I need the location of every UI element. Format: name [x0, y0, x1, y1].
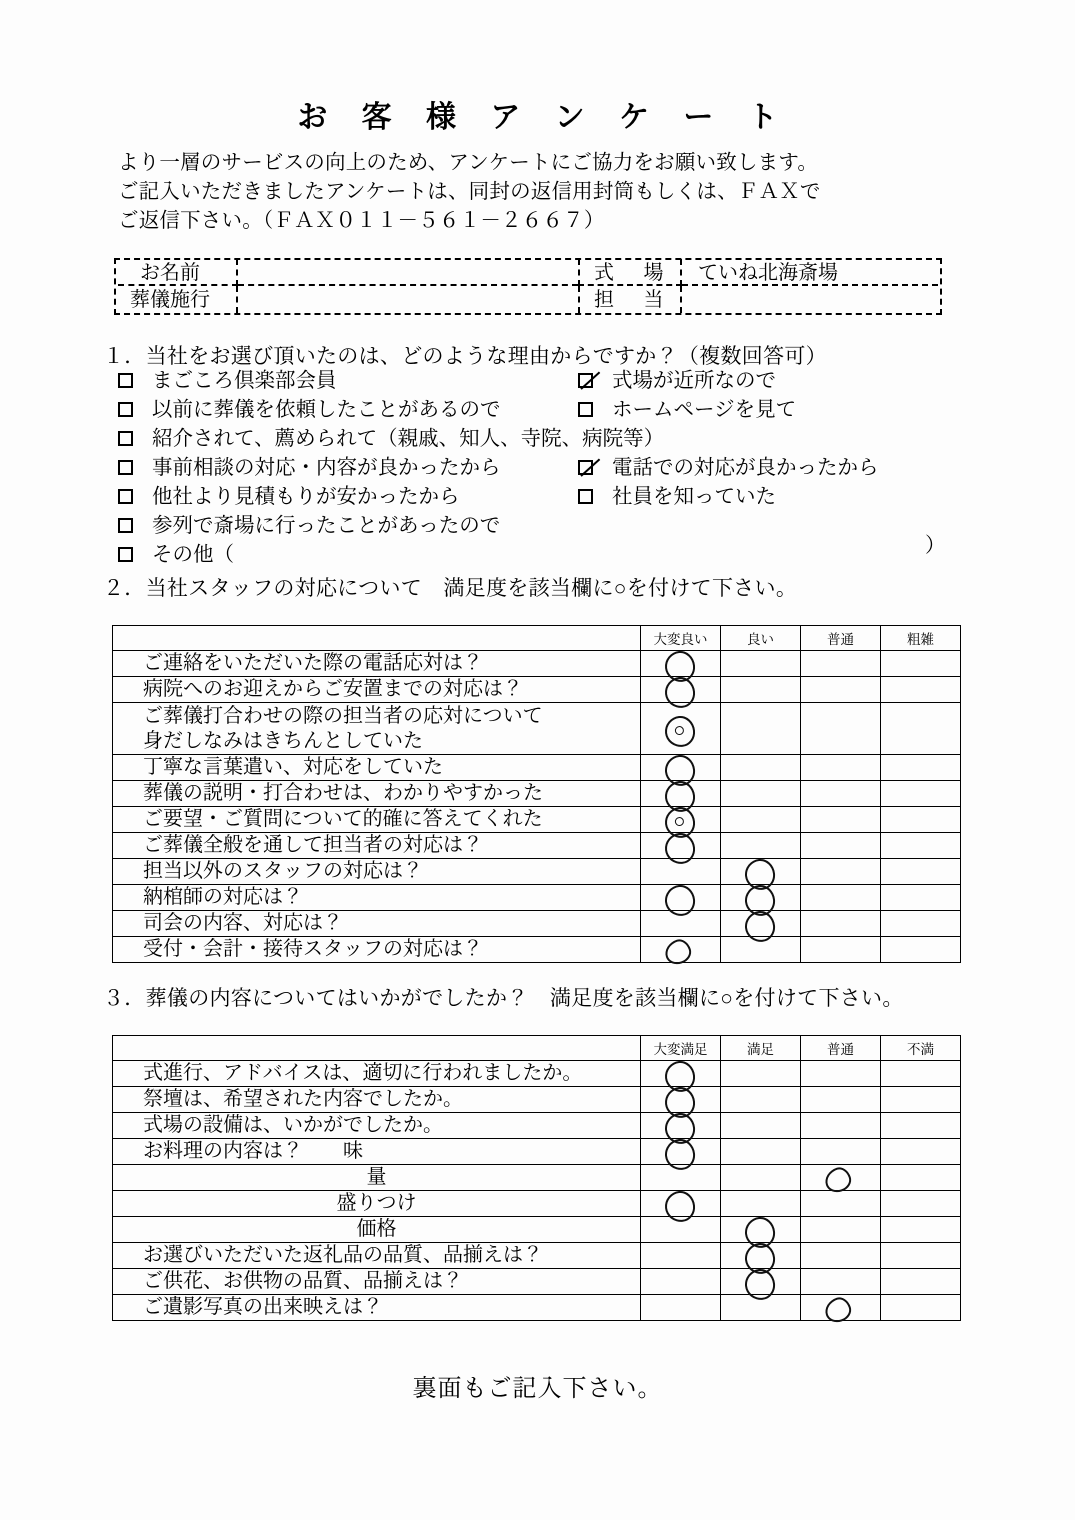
staff-rating-row-label: 丁寧な言葉遣い、対応をしていた: [113, 755, 641, 781]
table-row: [113, 755, 961, 781]
table-row: [113, 833, 961, 859]
service-rating-rating-cell[interactable]: [801, 1139, 881, 1165]
service-rating-rating-cell[interactable]: [881, 1061, 961, 1087]
execution-label: 葬儀施行: [118, 286, 238, 313]
table-row: [113, 651, 961, 677]
table-row: [113, 859, 961, 885]
staff-rating-rating-cell[interactable]: [641, 911, 721, 937]
service-rating-rating-cell[interactable]: [721, 1191, 801, 1217]
q1-option-label: 参列で斎場に行ったことがあったので: [152, 514, 501, 537]
service-rating-row-label: 式場の設備は、いかがでしたか。: [113, 1113, 641, 1139]
q1-option-label: 式場が近所なので: [612, 369, 776, 392]
staff-rating-rating-cell[interactable]: [641, 677, 721, 703]
intro-line-1: より一層のサービスの向上のため、アンケートにご協力をお願い致します。: [118, 151, 819, 174]
service-rating-row-label: ご遺影写真の出来映えは？: [113, 1295, 641, 1321]
service-rating-header-blank: [113, 1036, 641, 1061]
service-rating-table: [112, 1035, 961, 1321]
staff-rating-rating-cell[interactable]: [721, 807, 801, 833]
q1-option-left-3[interactable]: [118, 426, 664, 455]
staff-rating-rating-cell[interactable]: [641, 651, 721, 677]
staff-rating-rating-cell[interactable]: [801, 703, 881, 755]
service-rating-row-label: お料理の内容は？ 味: [113, 1139, 641, 1165]
q1-option-label: 電話での対応が良かったから: [612, 456, 879, 479]
checkbox-icon[interactable]: [118, 460, 133, 475]
staff-rating-rating-cell[interactable]: [881, 859, 961, 885]
service-rating-rating-cell[interactable]: [641, 1061, 721, 1087]
staff-rating-rating-cell[interactable]: [721, 859, 801, 885]
q1-option-label: 社員を知っていた: [612, 485, 776, 508]
service-rating-rating-cell[interactable]: [881, 1165, 961, 1191]
staff-rating-column-header-2: 良い: [721, 626, 801, 651]
name-field[interactable]: [238, 259, 578, 286]
q1-option-left-6[interactable]: [118, 513, 664, 542]
staff-rating-row-label: ご葬儀全般を通して担当者の対応は？: [113, 833, 641, 859]
staff-rating-rating-cell[interactable]: [721, 651, 801, 677]
customer-info-box: [114, 258, 942, 315]
staff-rating-header-blank: [113, 626, 641, 651]
table-row: [113, 1113, 961, 1139]
service-rating-rating-cell[interactable]: [881, 1191, 961, 1217]
staff-rating-rating-cell[interactable]: [881, 703, 961, 755]
service-rating-rating-cell[interactable]: [801, 1243, 881, 1269]
service-rating-rating-cell[interactable]: [801, 1113, 881, 1139]
service-rating-column-header-1: 大変満足: [641, 1036, 721, 1061]
table-row: [113, 1139, 961, 1165]
service-rating-rating-cell[interactable]: [881, 1243, 961, 1269]
staff-rating-rating-cell[interactable]: [721, 833, 801, 859]
q1-option-right-1[interactable]: [578, 368, 776, 397]
other-close-paren: ）: [925, 534, 946, 557]
staff-rating-rating-cell[interactable]: [881, 677, 961, 703]
intro-line-2: ご記入いただきましたアンケートは、同封の返信用封筒もしくは、ＦＡＸで: [118, 180, 821, 203]
execution-field[interactable]: [238, 286, 578, 313]
staff-rating-rating-cell[interactable]: [801, 859, 881, 885]
circle-mark-icon: [661, 936, 693, 967]
staff-rating-rating-cell[interactable]: [721, 755, 801, 781]
service-rating-rating-cell[interactable]: [801, 1061, 881, 1087]
checkbox-icon[interactable]: [118, 547, 133, 562]
staff-rating-rating-cell[interactable]: [641, 703, 721, 755]
service-rating-row-label: お選びいただいた返礼品の品質、品揃えは？: [113, 1243, 641, 1269]
service-rating-rating-cell[interactable]: [721, 1269, 801, 1295]
checkbox-icon[interactable]: [118, 402, 133, 417]
staff-rating-rating-cell[interactable]: [801, 833, 881, 859]
q1-option-label: 紹介されて、薦められて（親戚、知人、寺院、病院等）: [152, 427, 665, 450]
service-rating-rating-cell[interactable]: [881, 1087, 961, 1113]
table-row: [113, 1243, 961, 1269]
staff-rating-rating-cell[interactable]: [801, 911, 881, 937]
q1-option-label: まごころ倶楽部会員: [152, 369, 337, 392]
staff-rating-rating-cell[interactable]: [881, 781, 961, 807]
service-rating-rating-cell[interactable]: [881, 1295, 961, 1321]
service-rating-rating-cell[interactable]: [721, 1165, 801, 1191]
q1-option-right-3[interactable]: [578, 455, 879, 484]
page-title: お 客 様 ア ン ケ ー ト: [297, 101, 791, 134]
service-rating-row-label: 価格: [113, 1217, 641, 1243]
staff-rating-rating-cell[interactable]: [721, 885, 801, 911]
name-label: お名前: [118, 259, 238, 286]
checkbox-icon[interactable]: [118, 518, 133, 533]
circle-mark-icon: [663, 714, 696, 748]
checkbox-icon[interactable]: [118, 489, 133, 504]
service-rating-rating-cell[interactable]: [801, 1191, 881, 1217]
service-rating-rating-cell[interactable]: [881, 1217, 961, 1243]
staff-rating-rating-cell[interactable]: [641, 755, 721, 781]
service-rating-table-body: [113, 1061, 961, 1321]
staff-rating-rating-cell[interactable]: [881, 885, 961, 911]
staff-rating-row-label: 葬儀の説明・打合わせは、わかりやすかった: [113, 781, 641, 807]
service-rating-rating-cell[interactable]: [641, 1217, 721, 1243]
table-row: [113, 807, 961, 833]
hall-label: 式 場: [578, 259, 682, 286]
service-rating-column-header-3: 普通: [801, 1036, 881, 1061]
service-rating-rating-cell[interactable]: [721, 1217, 801, 1243]
staff-rating-rating-cell[interactable]: [881, 651, 961, 677]
table-row: [113, 1269, 961, 1295]
service-rating-column-header-2: 満足: [721, 1036, 801, 1061]
checkbox-icon[interactable]: [118, 373, 133, 388]
service-rating-row-label: ご供花、お供物の品質、品揃えは？: [113, 1269, 641, 1295]
staff-rating-row-label: 納棺師の対応は？: [113, 885, 641, 911]
staff-rating-row-label: ご要望・ご質問について的確に答えてくれた: [113, 807, 641, 833]
table-row: [113, 885, 961, 911]
staff-rating-rating-cell[interactable]: [881, 911, 961, 937]
staff-rating-rating-cell[interactable]: [801, 677, 881, 703]
table-row: [113, 781, 961, 807]
staff-rating-rating-cell[interactable]: [721, 911, 801, 937]
q1-option-right-4[interactable]: [578, 484, 776, 513]
question-2-heading: ２．当社スタッフの対応について 満足度を該当欄に○を付けて下さい。: [103, 577, 798, 600]
staff-rating-rating-cell[interactable]: [801, 781, 881, 807]
service-rating-rating-cell[interactable]: [881, 1113, 961, 1139]
staff-rating-rating-cell[interactable]: [801, 885, 881, 911]
service-rating-rating-cell[interactable]: [721, 1243, 801, 1269]
staff-rating-rating-cell[interactable]: [881, 807, 961, 833]
staff-rating-table: [112, 625, 961, 963]
intro-paragraph: [118, 148, 958, 235]
staff-rating-rating-cell[interactable]: [881, 937, 961, 963]
service-rating-table-head: [113, 1036, 961, 1061]
table-row: [113, 1165, 961, 1191]
service-rating-rating-cell[interactable]: [801, 1217, 881, 1243]
staff-rating-rating-cell[interactable]: [641, 937, 721, 963]
staff-label: 担 当: [578, 286, 682, 313]
staff-rating-row-label: ご連絡をいただいた際の電話応対は？: [113, 651, 641, 677]
staff-rating-rating-cell[interactable]: [641, 833, 721, 859]
staff-rating-column-header-3: 普通: [801, 626, 881, 651]
q1-option-left-7[interactable]: [118, 542, 664, 571]
hall-field[interactable]: ていね北海斎場: [682, 259, 938, 286]
staff-rating-rating-cell[interactable]: [721, 781, 801, 807]
service-rating-rating-cell[interactable]: [641, 1295, 721, 1321]
q1-option-label: その他（: [152, 543, 234, 566]
service-rating-row-label: 量: [113, 1165, 641, 1191]
service-rating-rating-cell[interactable]: [721, 1139, 801, 1165]
service-rating-rating-cell[interactable]: [721, 1113, 801, 1139]
question-3-heading: ３．葬儀の内容についてはいかがでしたか？ 満足度を該当欄に○を付けて下さい。: [103, 987, 904, 1010]
service-rating-rating-cell[interactable]: [641, 1191, 721, 1217]
footer-note: 裏面もご記入下さい。: [412, 1375, 663, 1402]
staff-rating-rating-cell[interactable]: [641, 781, 721, 807]
question-1-heading: １．当社をお選び頂いたのは、どのような理由からですか？（複数回答可）: [103, 345, 827, 368]
service-rating-rating-cell[interactable]: [721, 1087, 801, 1113]
service-rating-row-label: 祭壇は、希望された内容でしたか。: [113, 1087, 641, 1113]
table-row: [113, 911, 961, 937]
staff-rating-table-body: [113, 651, 961, 963]
staff-rating-rating-cell[interactable]: [881, 833, 961, 859]
service-rating-row-label: 式進行、アドバイスは、適切に行われましたか。: [113, 1061, 641, 1087]
service-rating-rating-cell[interactable]: [801, 1295, 881, 1321]
staff-rating-rating-cell[interactable]: [881, 755, 961, 781]
service-rating-rating-cell[interactable]: [641, 1139, 721, 1165]
staff-field[interactable]: [682, 286, 938, 313]
table-row: [113, 1191, 961, 1217]
service-rating-rating-cell[interactable]: [721, 1295, 801, 1321]
checkbox-icon[interactable]: [578, 402, 593, 417]
intro-line-3: ご返信下さい。（ＦＡＸ０１１－５６１－２６６７）: [118, 209, 605, 232]
checkbox-checked-icon[interactable]: [578, 373, 593, 388]
service-rating-rating-cell[interactable]: [641, 1269, 721, 1295]
staff-rating-rating-cell[interactable]: [641, 885, 721, 911]
circle-mark-icon: [821, 1294, 853, 1325]
staff-rating-row-label: 担当以外のスタッフの対応は？: [113, 859, 641, 885]
staff-rating-row-label: ご葬儀打合わせの際の担当者の応対について 身だしなみはきちんとしていた: [113, 703, 641, 755]
staff-rating-rating-cell[interactable]: [801, 755, 881, 781]
table-row: [113, 677, 961, 703]
staff-rating-column-header-1: 大変良い: [641, 626, 721, 651]
staff-rating-rating-cell[interactable]: [801, 807, 881, 833]
staff-rating-rating-cell[interactable]: [721, 937, 801, 963]
checkbox-checked-icon[interactable]: [578, 460, 593, 475]
service-rating-rating-cell[interactable]: [801, 1165, 881, 1191]
service-rating-rating-cell[interactable]: [641, 1165, 721, 1191]
checkbox-icon[interactable]: [118, 431, 133, 446]
service-rating-rating-cell[interactable]: [881, 1269, 961, 1295]
checkbox-icon[interactable]: [578, 489, 593, 504]
service-rating-rating-cell[interactable]: [641, 1087, 721, 1113]
staff-rating-rating-cell[interactable]: [721, 677, 801, 703]
q1-option-right-2[interactable]: [578, 397, 796, 426]
staff-rating-rating-cell[interactable]: [641, 807, 721, 833]
staff-rating-table-head: [113, 626, 961, 651]
service-rating-rating-cell[interactable]: [641, 1243, 721, 1269]
table-row: [113, 1217, 961, 1243]
staff-rating-row-label: 受付・会計・接待スタッフの対応は？: [113, 937, 641, 963]
q1-option-label: ホームページを見て: [612, 398, 797, 421]
service-rating-rating-cell[interactable]: [641, 1113, 721, 1139]
staff-rating-rating-cell[interactable]: [801, 937, 881, 963]
service-rating-rating-cell[interactable]: [801, 1087, 881, 1113]
service-rating-column-header-4: 不満: [881, 1036, 961, 1061]
q1-option-label: 以前に葬儀を依頼したことがあるので: [152, 398, 501, 421]
table-row: [113, 1087, 961, 1113]
table-row: [113, 1061, 961, 1087]
q1-option-label: 事前相談の対応・内容が良かったから: [152, 456, 501, 479]
table-row: [113, 703, 961, 755]
staff-rating-rating-cell[interactable]: [641, 859, 721, 885]
service-rating-row-label: 盛りつけ: [113, 1191, 641, 1217]
staff-rating-row-label: 病院へのお迎えからご安置までの対応は？: [113, 677, 641, 703]
staff-rating-rating-cell[interactable]: [721, 703, 801, 755]
table-row: [113, 937, 961, 963]
q1-option-label: 他社より見積もりが安かったから: [152, 485, 460, 508]
service-rating-rating-cell[interactable]: [721, 1061, 801, 1087]
table-row: [113, 1295, 961, 1321]
staff-rating-column-header-4: 粗雑: [881, 626, 961, 651]
staff-rating-rating-cell[interactable]: [801, 651, 881, 677]
service-rating-rating-cell[interactable]: [801, 1269, 881, 1295]
service-rating-rating-cell[interactable]: [881, 1139, 961, 1165]
staff-rating-row-label: 司会の内容、対応は？: [113, 911, 641, 937]
